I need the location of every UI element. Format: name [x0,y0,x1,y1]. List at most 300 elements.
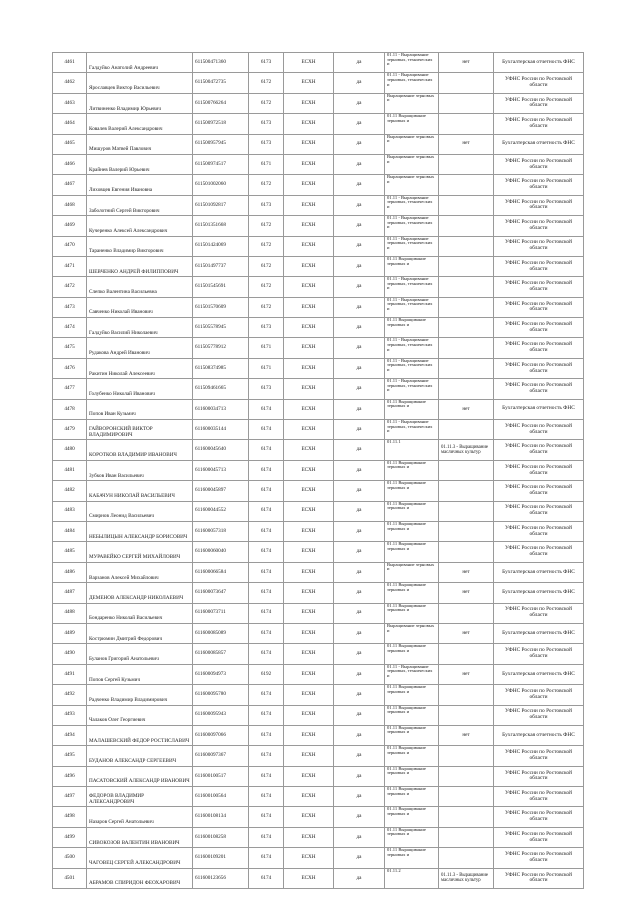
taxpayer-name: ДЕМЕНОВ АЛЕКСАНДР НИКОЛАЕВИЧ [87,583,193,603]
authority: УФНС России по Ростовской области [494,460,584,480]
table-row [53,705,584,725]
tax-regime: ЕСХН [284,827,334,847]
authority: УФНС России по Ростовской области [494,236,584,256]
activity-code: 01.11 Выращивание зерновых и [385,848,439,868]
authority: УФНС России по Ростовской области [494,379,584,399]
row-number: 4465 [53,134,87,154]
activity-code: 01.11 Выращивание зерновых и [385,766,439,786]
extra-value [439,766,494,786]
table-row [53,338,584,358]
taxpayer-name: Попов Сергей Кузьмич [87,664,193,684]
taxpayer-name: Литвиненко Владимир Юрьевич [87,93,193,113]
taxpayer-name: Кучеренко Алексей Александрович [87,216,193,236]
tax-office-code: 6174 [249,542,284,562]
row-number: 4468 [53,195,87,215]
activity-code: 01.11 - Выращивание зерновых, технических и [385,277,439,297]
tax-office-code: 6174 [249,603,284,623]
table-row [53,318,584,338]
authority: УФНС России по Ростовской области [494,868,584,888]
activity-code: 01.11.2 [385,868,439,888]
table-row [53,53,584,73]
tax-office-code: 6173 [249,53,284,73]
authority: УФНС России по Ростовской области [494,766,584,786]
table-row [53,216,584,236]
taxpayer-name: Рудакова Андрей Иванович [87,338,193,358]
table-row [53,848,584,868]
flag-yes: да [334,440,385,460]
flag-yes: да [334,93,385,113]
authority: УФНС России по Ростовской области [494,685,584,705]
extra-value [439,420,494,440]
row-number: 4482 [53,481,87,501]
inn-value: 611501545691 [193,277,249,297]
authority: УФНС России по Ростовской области [494,542,584,562]
inn-value: 611600108258 [193,827,249,847]
table-row [53,603,584,623]
tax-office-code: 6173 [249,379,284,399]
tax-regime: ЕСХН [284,725,334,745]
authority: Бухгалтерская отчетность ФНС [494,623,584,643]
inn-value: 611600123656 [193,868,249,888]
flag-yes: да [334,73,385,93]
tax-regime: ЕСХН [284,256,334,276]
activity-code: Выращивание зерновых и [385,623,439,643]
tax-office-code: 6172 [249,73,284,93]
authority: УФНС России по Ростовской области [494,787,584,807]
flag-yes: да [334,379,385,399]
tax-regime: ЕСХН [284,705,334,725]
tax-office-code: 6174 [249,583,284,603]
authority: УФНС России по Ростовской области [494,154,584,174]
taxpayer-name: Тараненко Владимир Викторович [87,236,193,256]
tax-regime: ЕСХН [284,868,334,888]
inn-value: 611600109201 [193,848,249,868]
extra-value [439,154,494,174]
flag-yes: да [334,562,385,582]
tax-regime: ЕСХН [284,318,334,338]
inn-value: 611600073711 [193,603,249,623]
flag-yes: да [334,766,385,786]
inn-value: 611600035144 [193,420,249,440]
authority: УФНС России по Ростовской области [494,827,584,847]
tax-office-code: 6172 [249,93,284,113]
taxpayer-name: ФЕДОРОВ ВЛАДИМИР АЛЕКСАНДРОВИЧ [87,787,193,807]
activity-code: 01.11 - Выращивание зерновых, технических и [385,195,439,215]
table-row [53,297,584,317]
tax-regime: ЕСХН [284,603,334,623]
tax-office-code: 6174 [249,623,284,643]
taxpayer-name: Бондаренко Николай Васильевич [87,603,193,623]
taxpayer-name: ЧАГОВЕЦ СЕРГЕЙ АЛЕКСАНДРОВИЧ [87,848,193,868]
tax-office-code: 6174 [249,766,284,786]
tax-office-code: 6172 [249,175,284,195]
tax-office-code: 6174 [249,440,284,460]
tax-regime: ЕСХН [284,848,334,868]
extra-value [439,848,494,868]
activity-code: 01.11 - Выращивание зерновых, технических и [385,73,439,93]
flag-yes: да [334,216,385,236]
authority: Бухгалтерская отчетность ФНС [494,725,584,745]
row-number: 4479 [53,420,87,440]
table-row [53,420,584,440]
tax-office-code: 6173 [249,318,284,338]
flag-yes: да [334,725,385,745]
inn-value: 611501351668 [193,216,249,236]
inn-value: 611500957945 [193,134,249,154]
extra-value [439,338,494,358]
inn-value: 611505578945 [193,318,249,338]
authority: УФНС России по Ростовской области [494,114,584,134]
flag-yes: да [334,583,385,603]
tax-office-code: 6172 [249,236,284,256]
tax-office-code: 6173 [249,114,284,134]
extra-value [439,705,494,725]
tax-regime: ЕСХН [284,154,334,174]
activity-code: 01.11 Выращивание зерновых и [385,318,439,338]
inn-value: 611600034713 [193,399,249,419]
tax-regime: ЕСХН [284,685,334,705]
extra-value [439,93,494,113]
inn-value: 611600085857 [193,644,249,664]
authority: УФНС России по Ростовской области [494,195,584,215]
inn-value: 611600066584 [193,562,249,582]
authority: УФНС России по Ростовской области [494,73,584,93]
tax-office-code: 6173 [249,195,284,215]
flag-yes: да [334,685,385,705]
inn-value: 611600095943 [193,705,249,725]
taxpayer-name: Галдуйко Василий Николаевич [87,318,193,338]
inn-value: 611600095780 [193,685,249,705]
activity-code: Выращивание зерновых и [385,562,439,582]
taxpayer-name: Кострюмин Дмитрий Федорович [87,623,193,643]
extra-value [439,807,494,827]
table-row [53,521,584,541]
tax-office-code: 6171 [249,154,284,174]
extra-value: 01.11.3 - Выращивание масличных культур [439,440,494,460]
tax-regime: ЕСХН [284,53,334,73]
extra-value: 01.11.3 - Выращивание масличных культур [439,868,494,888]
inn-value: 611508374985 [193,358,249,378]
authority: УФНС России по Ростовской области [494,481,584,501]
row-number: 4491 [53,664,87,684]
table-row [53,134,584,154]
authority: УФНС России по Ростовской области [494,848,584,868]
flag-yes: да [334,297,385,317]
activity-code: 01.11 Выращивание зерновых и [385,256,439,276]
table-row [53,746,584,766]
activity-code: 01.11 - Выращивание зерновых, технических и [385,664,439,684]
document-page [52,52,583,889]
flag-yes: да [334,460,385,480]
inn-value: 611501002060 [193,175,249,195]
taxpayer-name: Крайнев Валерий Юрьевич [87,154,193,174]
table-row [53,195,584,215]
flag-yes: да [334,175,385,195]
inn-value: 611505778912 [193,338,249,358]
authority: УФНС России по Ростовской области [494,358,584,378]
authority: УФНС России по Ростовской области [494,93,584,113]
tax-regime: ЕСХН [284,195,334,215]
tax-regime: ЕСХН [284,216,334,236]
table-row [53,175,584,195]
tax-office-code: 6174 [249,725,284,745]
activity-code: 01.11 - Выращивание зерновых, технических и [385,420,439,440]
extra-value [439,746,494,766]
inn-value: 611600073647 [193,583,249,603]
row-number: 4462 [53,73,87,93]
authority: УФНС России по Ростовской области [494,603,584,623]
extra-value [439,827,494,847]
authority: УФНС России по Ростовской области [494,521,584,541]
tax-regime: ЕСХН [284,787,334,807]
activity-code: 01.11 Выращивание зерновых и [385,644,439,664]
table-row [53,664,584,684]
inn-value: 611500974517 [193,154,249,174]
activity-code: 01.11 Выращивание зерновых и [385,542,439,562]
tax-regime: ЕСХН [284,542,334,562]
tax-office-code: 6174 [249,501,284,521]
taxpayer-name: ШЕВЧЕНКО АНДРЕЙ ФИЛИППОВИЧ [87,256,193,276]
row-number: 4471 [53,256,87,276]
taxpayer-name: КАБАЧУН НИКОЛАЙ ВАСИЛЬЕВИЧ [87,481,193,501]
flag-yes: да [334,195,385,215]
activity-code: 01.11 Выращивание зерновых и [385,725,439,745]
row-number: 4494 [53,725,87,745]
extra-value [439,603,494,623]
tax-office-code: 6174 [249,807,284,827]
table-row [53,93,584,113]
flag-yes: да [334,664,385,684]
inn-value: 611501092817 [193,195,249,215]
flag-yes: да [334,399,385,419]
extra-value [439,318,494,338]
row-number: 4497 [53,787,87,807]
flag-yes: да [334,154,385,174]
row-number: 4477 [53,379,87,399]
taxpayer-name: Ковалев Валерий Александрович [87,114,193,134]
row-number: 4486 [53,562,87,582]
flag-yes: да [334,420,385,440]
table-row [53,766,584,786]
taxpayer-name: Радченко Владимир Владимирович [87,685,193,705]
tax-regime: ЕСХН [284,766,334,786]
authority: Бухгалтерская отчетность ФНС [494,562,584,582]
authority: Бухгалтерская отчетность ФНС [494,664,584,684]
row-number: 4478 [53,399,87,419]
inn-value: 611600045640 [193,440,249,460]
extra-value [439,542,494,562]
activity-code: Выращивание зерновых и [385,154,439,174]
table-row [53,460,584,480]
inn-value: 611501570609 [193,297,249,317]
tax-regime: ЕСХН [284,297,334,317]
row-number: 4470 [53,236,87,256]
authority: УФНС России по Ростовской области [494,644,584,664]
flag-yes: да [334,236,385,256]
taxpayer-name: МАЛАШЕВСКИЙ ФЕДОР РОСТИСЛАВИЧ [87,725,193,745]
activity-code: Выращивание зерновых и [385,93,439,113]
tax-office-code: 6174 [249,705,284,725]
tax-regime: ЕСХН [284,521,334,541]
taxpayer-name: Ярославцев Виктор Васильевич [87,73,193,93]
tax-office-code: 6174 [249,460,284,480]
inn-value: 611600057318 [193,521,249,541]
row-number: 4484 [53,521,87,541]
extra-value: нет [439,53,494,73]
taxpayer-name: СИВОКОЗОВ ВАЛЕНТИН ИВАНОВИЧ [87,827,193,847]
extra-value [439,216,494,236]
inn-value: 611600108134 [193,807,249,827]
taxpayer-name: Заболотний Сергей Викторович [87,195,193,215]
flag-yes: да [334,623,385,643]
tax-regime: ЕСХН [284,420,334,440]
taxpayer-name: КОРОТКОВ ВЛАДИМИР ИВАНОВИЧ [87,440,193,460]
activity-code: 01.11 Выращивание зерновых и [385,501,439,521]
flag-yes: да [334,827,385,847]
tax-office-code: 6174 [249,746,284,766]
tax-regime: ЕСХН [284,501,334,521]
taxpayer-name: Галдуйко Анатолий Андреевич [87,53,193,73]
tax-office-code: 6173 [249,134,284,154]
table-row [53,358,584,378]
extra-value: нет [439,399,494,419]
flag-yes: да [334,603,385,623]
extra-value [439,297,494,317]
tax-office-code: 6174 [249,644,284,664]
activity-code: 01.11 Выращивание зерновых и [385,746,439,766]
activity-code: 01.11 Выращивание зерновых и [385,114,439,134]
authority: УФНС России по Ростовской области [494,175,584,195]
extra-value [439,256,494,276]
flag-yes: да [334,134,385,154]
activity-code: 01.11 Выращивание зерновых и [385,705,439,725]
table-row [53,256,584,276]
row-number: 4496 [53,766,87,786]
row-number: 4487 [53,583,87,603]
inn-value: 611600100564 [193,787,249,807]
tax-regime: ЕСХН [284,644,334,664]
authority: Бухгалтерская отчетность ФНС [494,583,584,603]
authority: УФНС России по Ростовской области [494,746,584,766]
taxpayer-name: БУДАНОВ АЛЕКСАНДР СЕРГЕЕВИЧ [87,746,193,766]
flag-yes: да [334,787,385,807]
flag-yes: да [334,746,385,766]
row-number: 4483 [53,501,87,521]
tax-office-code: 6174 [249,827,284,847]
authority: УФНС России по Ростовской области [494,297,584,317]
tax-office-code: 6171 [249,358,284,378]
row-number: 4464 [53,114,87,134]
activity-code: 01.11 Выращивание зерновых и [385,787,439,807]
extra-value: нет [439,725,494,745]
tax-regime: ЕСХН [284,583,334,603]
taxpayer-name: Лиховцев Евгения Ивановна [87,175,193,195]
tax-office-code: 6172 [249,297,284,317]
tax-office-code: 6171 [249,338,284,358]
row-number: 4499 [53,827,87,847]
row-number: 4475 [53,338,87,358]
row-number: 4467 [53,175,87,195]
tax-regime: ЕСХН [284,277,334,297]
tax-office-code: 6174 [249,868,284,888]
row-number: 4476 [53,358,87,378]
activity-code: Выращивание зерновых и [385,134,439,154]
flag-yes: да [334,807,385,827]
row-number: 4492 [53,685,87,705]
extra-value [439,481,494,501]
inn-value: 611600045897 [193,481,249,501]
tax-office-code: 6174 [249,521,284,541]
activity-code: 01.11 Выращивание зерновых и [385,685,439,705]
table-row [53,562,584,582]
extra-value [439,521,494,541]
inn-value: 611600100517 [193,766,249,786]
flag-yes: да [334,114,385,134]
tax-office-code: 6174 [249,685,284,705]
table-row [53,440,584,460]
authority: УФНС России по Ростовской области [494,807,584,827]
tax-office-code: 6174 [249,481,284,501]
row-number: 4490 [53,644,87,664]
activity-code: 01.11 - Выращивание зерновых, технических и [385,236,439,256]
row-number: 4474 [53,318,87,338]
inn-value: 611500472735 [193,73,249,93]
tax-regime: ЕСХН [284,175,334,195]
table-row [53,868,584,888]
activity-code: 01.11 - Выращивание зерновых, технических и [385,53,439,73]
table-row [53,379,584,399]
flag-yes: да [334,481,385,501]
flag-yes: да [334,542,385,562]
row-number: 4489 [53,623,87,643]
extra-value [439,175,494,195]
tax-regime: ЕСХН [284,623,334,643]
row-number: 4473 [53,297,87,317]
taxpayer-table [52,52,584,889]
taxpayer-name: Слепко Валентина Васильевна [87,277,193,297]
inn-value: 611600045713 [193,460,249,480]
row-number: 4463 [53,93,87,113]
row-number: 4481 [53,460,87,480]
taxpayer-name: Ракитин Николай Алексеевич [87,358,193,378]
table-row [53,114,584,134]
authority: УФНС России по Ростовской области [494,705,584,725]
tax-regime: ЕСХН [284,73,334,93]
tax-office-code: 6174 [249,420,284,440]
extra-value [439,236,494,256]
inn-value: 611501497737 [193,256,249,276]
taxpayer-name: Варзанов Алексей Михайлович [87,562,193,582]
taxpayer-name: ГАЙВОРОНСКИЙ ВИКТОР ВЛАДИМИРОВИЧ [87,420,193,440]
row-number: 4461 [53,53,87,73]
tax-office-code: 6172 [249,277,284,297]
taxpayer-name: Мишуров Матвей Павлович [87,134,193,154]
flag-yes: да [334,256,385,276]
activity-code: 01.11 Выращивание зерновых и [385,460,439,480]
row-number: 4485 [53,542,87,562]
table-body [53,53,584,889]
activity-code: 01.11 Выращивание зерновых и [385,603,439,623]
tax-office-code: 6172 [249,216,284,236]
table-row [53,644,584,664]
taxpayer-name: Зубков Иван Васильевич [87,460,193,480]
tax-regime: ЕСХН [284,746,334,766]
table-row [53,827,584,847]
activity-code: 01.11 Выращивание зерновых и [385,827,439,847]
extra-value: нет [439,134,494,154]
tax-regime: ЕСХН [284,93,334,113]
table-row [53,787,584,807]
